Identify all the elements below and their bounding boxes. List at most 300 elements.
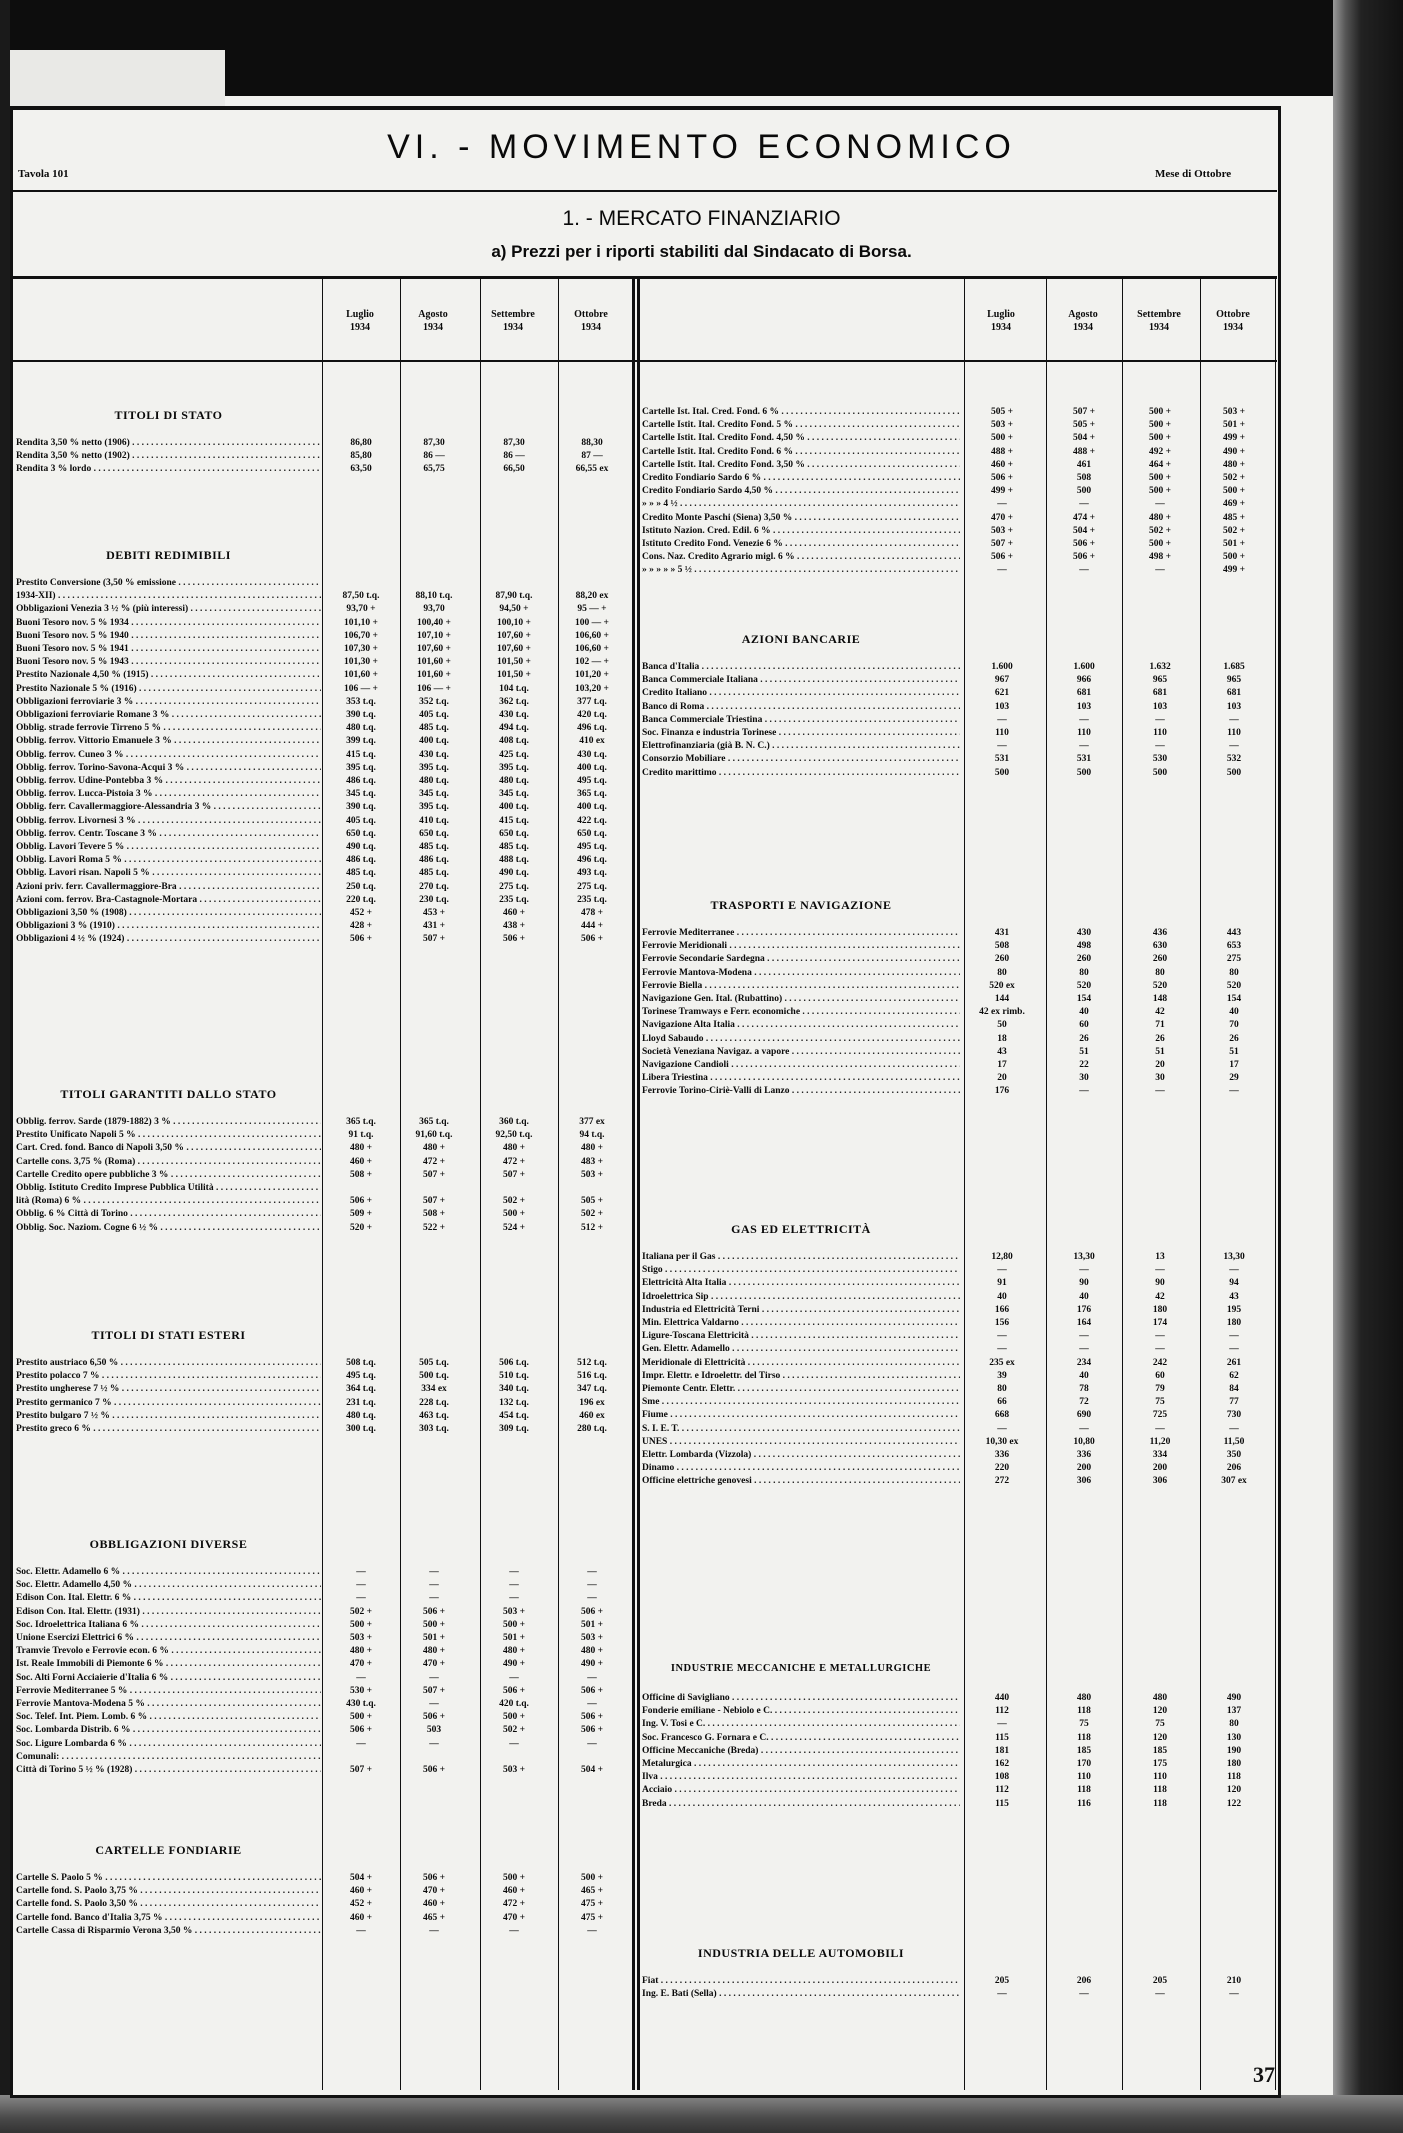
- left-row-value: 452 +: [349, 1899, 373, 1910]
- right-table-row: [0, 1746, 1403, 1759]
- left-row-value: 94 t.q.: [579, 1130, 605, 1141]
- right-row-label: Meridionale di Elettricità . . .: [642, 1358, 960, 1368]
- right-row-value: 507 +: [990, 539, 1014, 549]
- right-table-row: [0, 1450, 1403, 1463]
- right-row-value: 307 ex: [1221, 1476, 1247, 1487]
- right-row-label: Ferrovie Torino-Ciriè-Valli di Lanzo . . .: [642, 1086, 960, 1096]
- right-row-value: 498 +: [1148, 552, 1172, 563]
- right-row-value: 506 +: [1072, 539, 1096, 549]
- right-row-value: 220: [994, 1463, 1010, 1474]
- left-table-row: [0, 882, 1403, 895]
- right-row-value: 154: [1226, 994, 1242, 1004]
- right-row-value: 185: [1152, 1745, 1168, 1756]
- right-table-row: [0, 552, 1403, 565]
- left-row-value: 485 t.q.: [346, 868, 376, 879]
- left-row-value: 506 +: [580, 934, 604, 945]
- right-row-value: 118: [1153, 1798, 1167, 1809]
- right-row-value: 13,30: [1073, 1252, 1095, 1262]
- right-row-value: —: [1229, 1423, 1239, 1434]
- left-row-label: Prestito Conversione (3,50 % emissione . . .: [16, 578, 321, 588]
- left-row-value: 490 t.q.: [346, 842, 376, 852]
- left-row-value: 500 +: [349, 1619, 373, 1630]
- left-row-value: 475 +: [580, 1899, 604, 1910]
- right-row-label: Elettr. Lombarda (Vizzola) . . .: [642, 1450, 960, 1460]
- left-row-value: 480 +: [422, 1646, 446, 1657]
- right-row-value: 42 ex rimb.: [979, 1007, 1025, 1018]
- left-row-value: 63,50: [350, 464, 372, 475]
- right-row-value: 110: [1077, 728, 1091, 738]
- right-table-row: [0, 1799, 1403, 1812]
- left-row-value: 500 t.q.: [419, 1371, 449, 1382]
- right-row-value: —: [1155, 499, 1165, 510]
- left-row-value: 500 +: [580, 1873, 604, 1883]
- right-row-value: 480: [1152, 1693, 1168, 1703]
- left-row-value: 345 t.q.: [419, 789, 449, 800]
- right-table-row: [0, 994, 1403, 1007]
- left-row-value: 430 t.q.: [577, 749, 607, 760]
- right-row-value: 210: [1226, 1976, 1242, 1986]
- left-row-value: 485 t.q.: [419, 723, 449, 734]
- right-row-value: 120: [1152, 1706, 1168, 1717]
- right-row-value: 120: [1226, 1785, 1242, 1796]
- right-row-value: 66: [997, 1397, 1007, 1408]
- left-row-value: 496 t.q.: [577, 723, 607, 734]
- right-row-value: 530: [1152, 754, 1168, 765]
- left-row-value: 430 t.q.: [419, 749, 449, 760]
- left-row-value: 506 +: [422, 1712, 446, 1723]
- left-row-value: 100,10 +: [497, 617, 531, 628]
- right-row-value: —: [1229, 1331, 1239, 1342]
- left-row-value: —: [429, 1672, 439, 1683]
- right-row-label: Consorzio Mobiliare . . .: [642, 754, 960, 764]
- left-row-value: 309 t.q.: [499, 1424, 529, 1434]
- left-row-label: Obbligazioni ferroviarie 3 % . . .: [16, 697, 321, 707]
- left-row-value: 507 +: [422, 1196, 446, 1207]
- left-row-value: —: [587, 1567, 597, 1577]
- left-row-value: 101,50 +: [497, 670, 531, 681]
- left-table-row: [0, 1673, 1403, 1686]
- left-row-value: 480 t.q.: [419, 776, 449, 786]
- left-row-value: 400 t.q.: [419, 736, 449, 747]
- right-table-row: [0, 486, 1403, 499]
- right-row-value: 430: [1076, 928, 1092, 938]
- right-table-row: [0, 407, 1403, 420]
- right-row-value: 110: [995, 728, 1009, 738]
- column-month: Luglio: [346, 309, 374, 320]
- right-row-value: 90: [1079, 1278, 1089, 1289]
- right-row-value: 630: [1152, 941, 1168, 952]
- left-row-value: 65,75: [423, 464, 445, 475]
- right-row-value: —: [1079, 1423, 1089, 1434]
- right-row-value: 148: [1152, 994, 1168, 1004]
- right-row-label: Impr. Elettr. e Idroelettr. del Tirso . . .: [642, 1371, 960, 1381]
- left-row-value: 460 +: [502, 1886, 526, 1897]
- left-row-value: 504 +: [580, 1765, 604, 1775]
- right-row-value: 13: [1155, 1252, 1165, 1262]
- right-row-value: 681: [1226, 688, 1242, 699]
- left-row-value: 85,80: [350, 451, 372, 462]
- left-row-label: Obblig. ferrov. Torino-Savona-Acqui 3 % . . .: [16, 763, 321, 773]
- left-row-label: Unione Esercizi Elettrici 6 % . . .: [16, 1633, 321, 1643]
- left-row-value: 395 t.q.: [419, 762, 449, 773]
- left-row-value: 107,60 +: [497, 630, 531, 641]
- right-row-value: 334: [1152, 1450, 1168, 1460]
- right-row-value: 206: [1226, 1463, 1242, 1474]
- right-row-label: Credito Monte Paschi (Siena) 3,50 % . . .: [642, 513, 960, 523]
- right-row-value: 502 +: [1222, 473, 1246, 483]
- right-row-label: Cons. Naz. Credito Agrario migl. 6 % . . .: [642, 552, 960, 562]
- left-row-label: Comunali: . . .: [16, 1752, 321, 1762]
- left-row-label: Cartelle fond. Banco d'Italia 3,75 % . . .: [16, 1913, 321, 1923]
- right-row-value: 200: [1152, 1463, 1168, 1474]
- left-row-value: 465 +: [580, 1886, 604, 1897]
- left-row-value: 508 +: [349, 1169, 373, 1180]
- right-row-value: 166: [994, 1304, 1010, 1315]
- left-row-value: —: [587, 1672, 597, 1683]
- left-row-value: 507 +: [422, 1169, 446, 1180]
- left-row-label: Prestito austriaco 6,50 % . . .: [16, 1358, 321, 1368]
- right-row-value: 490: [1226, 1693, 1242, 1703]
- right-row-value: 500 +: [1148, 420, 1172, 431]
- right-row-label: Istituto Credito Fond. Venezie 6 % . . .: [642, 539, 960, 549]
- right-row-value: —: [997, 1989, 1007, 2000]
- left-row-value: 470 +: [349, 1659, 373, 1670]
- left-row-label: Azioni priv. ferr. Cavallermaggiore-Bra . . .: [16, 882, 321, 892]
- left-row-value: 506 +: [349, 934, 373, 945]
- left-row-value: 420 t.q.: [499, 1699, 529, 1709]
- left-row-value: 230 t.q.: [419, 894, 449, 905]
- right-row-value: 80: [1079, 967, 1089, 978]
- left-row-value: 495 t.q.: [346, 1371, 376, 1382]
- left-row-label: Cartelle Cassa di Risparmio Verona 3,50 % . . .: [16, 1926, 321, 1936]
- right-row-value: 531: [994, 754, 1010, 765]
- right-row-value: 531: [1076, 754, 1092, 765]
- right-row-value: 520: [1076, 980, 1092, 991]
- left-row-label: Soc. Lombarda Distrib. 6 % . . .: [16, 1725, 321, 1735]
- left-row-value: 506 +: [422, 1765, 446, 1775]
- left-row-value: 352 t.q.: [419, 696, 449, 707]
- left-row-value: 101,30 +: [344, 657, 378, 668]
- right-row-value: 500: [1076, 767, 1092, 778]
- right-row-value: 500 +: [990, 433, 1014, 444]
- left-row-value: —: [509, 1580, 519, 1591]
- left-row-value: 507 +: [422, 1685, 446, 1696]
- right-row-label: Banca Commerciale Triestina . . .: [642, 715, 960, 725]
- left-row-value: —: [509, 1593, 519, 1604]
- left-row-value: 480 +: [349, 1646, 373, 1657]
- left-row-label: Prestito greco 6 % . . .: [16, 1424, 321, 1434]
- left-row-value: 480 +: [422, 1143, 446, 1154]
- right-row-label: Cartelle Istit. Ital. Credito Fond. 4,50 % . . .: [642, 433, 960, 443]
- left-row-value: 66,55 ex: [575, 464, 609, 475]
- left-row-value: 506 +: [422, 1606, 446, 1617]
- right-row-value: 39: [997, 1370, 1007, 1381]
- right-row-label: Fonderie emiliane - Nebiolo e C. . . .: [642, 1706, 960, 1716]
- right-row-value: 12,80: [991, 1252, 1013, 1262]
- left-row-value: 501 +: [502, 1633, 526, 1643]
- right-row-value: 500: [1076, 486, 1092, 497]
- right-row-label: Credito Fondiario Sardo 4,50 % . . .: [642, 486, 960, 496]
- column-header: [966, 308, 1036, 334]
- right-row-value: 103: [1076, 701, 1092, 712]
- left-row-value: 107,10 +: [417, 630, 451, 641]
- column-month: Agosto: [418, 309, 448, 320]
- right-section-title: GAS ED ELETTRICITÀ: [731, 1222, 871, 1236]
- subsection-title: a) Prezzi per i riporti stabiliti dal Sindacato di Borsa.: [491, 242, 912, 261]
- right-row-label: Cartelle Ist. Ital. Cred. Fond. 6 % . . .: [642, 407, 960, 417]
- column-header: [1124, 308, 1194, 334]
- left-row-value: 506 +: [502, 1685, 526, 1696]
- left-row-value: 365 t.q.: [577, 789, 607, 800]
- right-table-row: [0, 1384, 1403, 1397]
- right-row-value: 668: [994, 1410, 1010, 1421]
- right-row-value: 1.685: [1223, 662, 1245, 672]
- right-row-value: 174: [1152, 1318, 1168, 1328]
- right-row-label: Ferrovie Meridionali . . .: [642, 941, 960, 951]
- left-row-value: 490 +: [502, 1659, 526, 1670]
- right-row-value: 965: [1226, 675, 1242, 686]
- column-year: 1934: [1073, 322, 1093, 333]
- left-row-value: 470 +: [502, 1912, 526, 1923]
- right-row-label: Navigazione Alta Italia . . .: [642, 1020, 960, 1030]
- left-row-value: 490 +: [580, 1659, 604, 1670]
- right-row-value: 40: [997, 1291, 1007, 1302]
- left-row-value: 347 t.q.: [577, 1384, 607, 1395]
- right-row-value: 443: [1226, 928, 1242, 938]
- title-rule: [12, 190, 1277, 192]
- right-row-value: 77: [1229, 1397, 1239, 1408]
- left-row-value: 91 t.q.: [348, 1130, 374, 1141]
- left-row-label: Soc. Alti Forni Acciaierie d'Italia 6 % . . .: [16, 1673, 321, 1683]
- left-row-value: 460 +: [349, 1912, 373, 1923]
- right-row-label: Ferrovie Secondarie Sardegna . . .: [642, 954, 960, 964]
- right-row-value: 690: [1076, 1410, 1092, 1421]
- left-row-label: Ferrovie Mantova-Modena 5 % . . .: [16, 1699, 321, 1709]
- right-row-value: 137: [1226, 1706, 1242, 1717]
- right-table-row: [0, 688, 1403, 701]
- left-table-row: [0, 1593, 1403, 1606]
- right-row-value: 110: [1077, 1772, 1091, 1783]
- column-year: 1934: [350, 322, 370, 333]
- left-row-value: 94,50 +: [499, 604, 529, 615]
- right-row-value: 40: [1229, 1007, 1239, 1018]
- right-row-label: Stigo . . .: [642, 1265, 960, 1275]
- left-row-value: 395 t.q.: [346, 762, 376, 773]
- right-row-value: 43: [1229, 1291, 1239, 1302]
- left-row-label: Prestito germanico 7 % . . .: [16, 1398, 321, 1408]
- right-row-label: Ferrovie Mantova-Modena . . .: [642, 968, 960, 978]
- right-row-value: 176: [994, 1086, 1010, 1097]
- left-row-value: —: [587, 1593, 597, 1604]
- right-row-value: 17: [1229, 1060, 1239, 1070]
- right-row-label: Metalurgica . . .: [642, 1759, 960, 1769]
- left-row-value: 107,60 +: [417, 644, 451, 654]
- right-row-value: 504 +: [1072, 525, 1096, 536]
- right-table-row: [0, 1047, 1403, 1060]
- right-row-value: 180: [1226, 1318, 1242, 1328]
- left-row-label: lità (Roma) 6 % . . .: [16, 1196, 321, 1206]
- left-row-value: 460 +: [349, 1156, 373, 1167]
- left-table-row: [0, 789, 1403, 802]
- left-row-value: 485 t.q.: [419, 868, 449, 879]
- right-row-label: Libera Triestina . . .: [642, 1073, 960, 1083]
- right-row-label: Soc. Finanza e industria Torinese . . .: [642, 728, 960, 738]
- left-row-value: 463 t.q.: [419, 1410, 449, 1421]
- left-row-value: 480 +: [349, 1143, 373, 1154]
- right-row-label: Banca Commerciale Italiana . . .: [642, 675, 960, 685]
- right-table-row: [0, 513, 1403, 526]
- right-table-row: [0, 1344, 1403, 1357]
- left-row-value: 444 +: [580, 921, 604, 932]
- right-row-label: Fiat . . .: [642, 1976, 960, 1986]
- right-row-value: 502 +: [1148, 525, 1172, 536]
- right-table-row: [0, 1331, 1403, 1344]
- right-row-value: —: [1229, 714, 1239, 725]
- left-section-title: DEBITI REDIMIBILI: [106, 548, 231, 562]
- right-row-value: 72: [1079, 1397, 1089, 1408]
- left-row-value: 93,70 +: [346, 604, 376, 615]
- left-row-value: 395 t.q.: [499, 762, 529, 773]
- left-row-value: 507 +: [422, 934, 446, 945]
- right-row-value: 42: [1155, 1007, 1165, 1018]
- right-row-value: —: [997, 741, 1007, 752]
- left-row-value: 506 t.q.: [499, 1358, 529, 1368]
- right-table-row: [0, 1034, 1403, 1047]
- right-table-row: [0, 675, 1403, 688]
- right-table-row: [0, 1476, 1403, 1489]
- column-month: Settembre: [491, 309, 535, 320]
- left-table-row: [0, 842, 1403, 855]
- right-row-value: —: [1155, 1086, 1165, 1097]
- left-row-label: Soc. Elettr. Adamello 4,50 % . . .: [16, 1580, 321, 1590]
- left-row-value: 508 t.q.: [346, 1358, 376, 1368]
- left-row-value: 500 +: [422, 1619, 446, 1630]
- right-row-value: 499 +: [1222, 565, 1246, 576]
- right-row-value: 118: [1153, 1785, 1167, 1796]
- right-row-value: 115: [995, 1798, 1009, 1809]
- right-row-value: 156: [994, 1318, 1010, 1328]
- right-table-row: [0, 1020, 1403, 1033]
- right-row-value: —: [1229, 1086, 1239, 1097]
- left-row-value: —: [509, 1925, 519, 1936]
- left-row-value: 101,50 +: [497, 657, 531, 668]
- left-row-value: 275 t.q.: [577, 881, 607, 892]
- left-row-value: 480 +: [580, 1646, 604, 1657]
- right-row-label: Dinamo . . .: [642, 1463, 960, 1473]
- left-row-value: 93,70: [423, 604, 445, 615]
- left-table-row: [0, 855, 1403, 868]
- left-row-label: Prestito Nazionale 4,50 % (1915) . . .: [16, 670, 321, 680]
- right-row-value: 469 +: [1222, 499, 1246, 510]
- left-row-label: Cartelle cons. 3,75 % (Roma) . . .: [16, 1157, 321, 1167]
- right-table-row: [0, 1305, 1403, 1318]
- left-row-value: 101,10 +: [344, 617, 378, 628]
- left-row-value: 87,30: [423, 438, 445, 448]
- left-row-value: 480 +: [502, 1646, 526, 1657]
- left-row-value: 345 t.q.: [499, 789, 529, 800]
- right-row-value: 492 +: [1148, 446, 1172, 457]
- right-row-value: 272: [994, 1476, 1010, 1487]
- left-row-value: 275 t.q.: [499, 881, 529, 892]
- right-row-value: 110: [1153, 728, 1167, 738]
- right-row-value: 190: [1226, 1745, 1242, 1756]
- right-row-value: —: [1155, 1344, 1165, 1355]
- right-row-label: Soc. Francesco G. Fornara e C. . . .: [642, 1733, 960, 1743]
- right-row-value: 520 ex: [989, 980, 1015, 991]
- right-row-value: 242: [1152, 1357, 1168, 1368]
- right-table-row: [0, 715, 1403, 728]
- right-row-value: 730: [1226, 1410, 1242, 1421]
- right-table-row: [0, 1371, 1403, 1384]
- left-row-value: 87,30: [503, 438, 525, 448]
- right-row-value: 11,20: [1149, 1436, 1171, 1447]
- right-row-value: 154: [1076, 994, 1092, 1004]
- left-row-value: 422 t.q.: [577, 815, 607, 826]
- column-header: [325, 308, 395, 334]
- right-row-value: 499 +: [990, 486, 1014, 497]
- right-row-value: 80: [1155, 967, 1165, 978]
- right-row-value: 20: [1155, 1060, 1165, 1070]
- left-row-value: 500 +: [502, 1619, 526, 1630]
- left-row-value: 506 +: [422, 1873, 446, 1883]
- left-table-row: [0, 1899, 1403, 1912]
- right-table-row: [0, 473, 1403, 486]
- left-row-label: Tramvie Trevolo e Ferrovie econ. 6 % . . .: [16, 1646, 321, 1656]
- left-row-value: —: [429, 1593, 439, 1604]
- right-row-value: 506 +: [990, 552, 1014, 563]
- left-row-value: 334 ex: [421, 1384, 447, 1395]
- left-row-value: 460 +: [502, 908, 526, 918]
- left-row-value: 650 t.q.: [419, 828, 449, 839]
- left-row-value: 650 t.q.: [499, 828, 529, 839]
- left-table-row: [0, 1143, 1403, 1156]
- left-row-value: 438 +: [502, 921, 526, 932]
- right-row-label: Ing. E. Bati (Sella) . . .: [642, 1989, 960, 1999]
- right-row-value: 71: [1155, 1020, 1165, 1031]
- right-row-label: Acciaio . . .: [642, 1785, 960, 1795]
- left-row-label: Buoni Tesoro nov. 5 % 1941 . . .: [16, 644, 321, 654]
- right-table-row: [0, 1424, 1403, 1437]
- right-row-value: 1.600: [991, 662, 1013, 672]
- right-row-value: 200: [1076, 1463, 1092, 1474]
- section-title: 1. - MERCATO FINANZIARIO: [562, 207, 841, 230]
- left-row-value: 399 t.q.: [346, 736, 376, 747]
- right-row-value: 118: [1077, 1706, 1091, 1717]
- right-row-value: 461: [1076, 459, 1092, 470]
- left-row-value: 280 t.q.: [577, 1424, 607, 1434]
- right-row-value: 22: [1079, 1060, 1089, 1070]
- left-row-value: 486 t.q.: [419, 855, 449, 866]
- left-row-label: Obbligazioni 4 ½ % (1924) . . .: [16, 934, 321, 944]
- left-row-value: —: [356, 1567, 366, 1577]
- right-row-value: 60: [1079, 1020, 1089, 1031]
- left-row-value: 415 t.q.: [346, 749, 376, 760]
- right-section-title: INDUSTRIA DELLE AUTOMOBILI: [697, 1946, 905, 1960]
- right-row-value: 185: [1076, 1745, 1092, 1756]
- left-row-value: 101,60 +: [417, 670, 451, 681]
- month-label: Mese di Ottobre: [1155, 168, 1232, 180]
- right-row-value: 176: [1076, 1304, 1092, 1315]
- left-row-value: 465 +: [422, 1912, 446, 1923]
- right-row-value: 474 +: [1072, 512, 1096, 523]
- right-row-label: Navigazione Candioli . . .: [642, 1060, 960, 1070]
- left-row-label: 1934-XII) . . .: [16, 591, 321, 601]
- right-row-label: Società Veneziana Navigaz. a vapore . . .: [642, 1047, 960, 1057]
- left-row-value: 505 +: [580, 1196, 604, 1207]
- right-row-value: 503 +: [990, 525, 1014, 536]
- left-row-value: 506 +: [580, 1685, 604, 1696]
- right-row-value: 205: [1152, 1976, 1168, 1986]
